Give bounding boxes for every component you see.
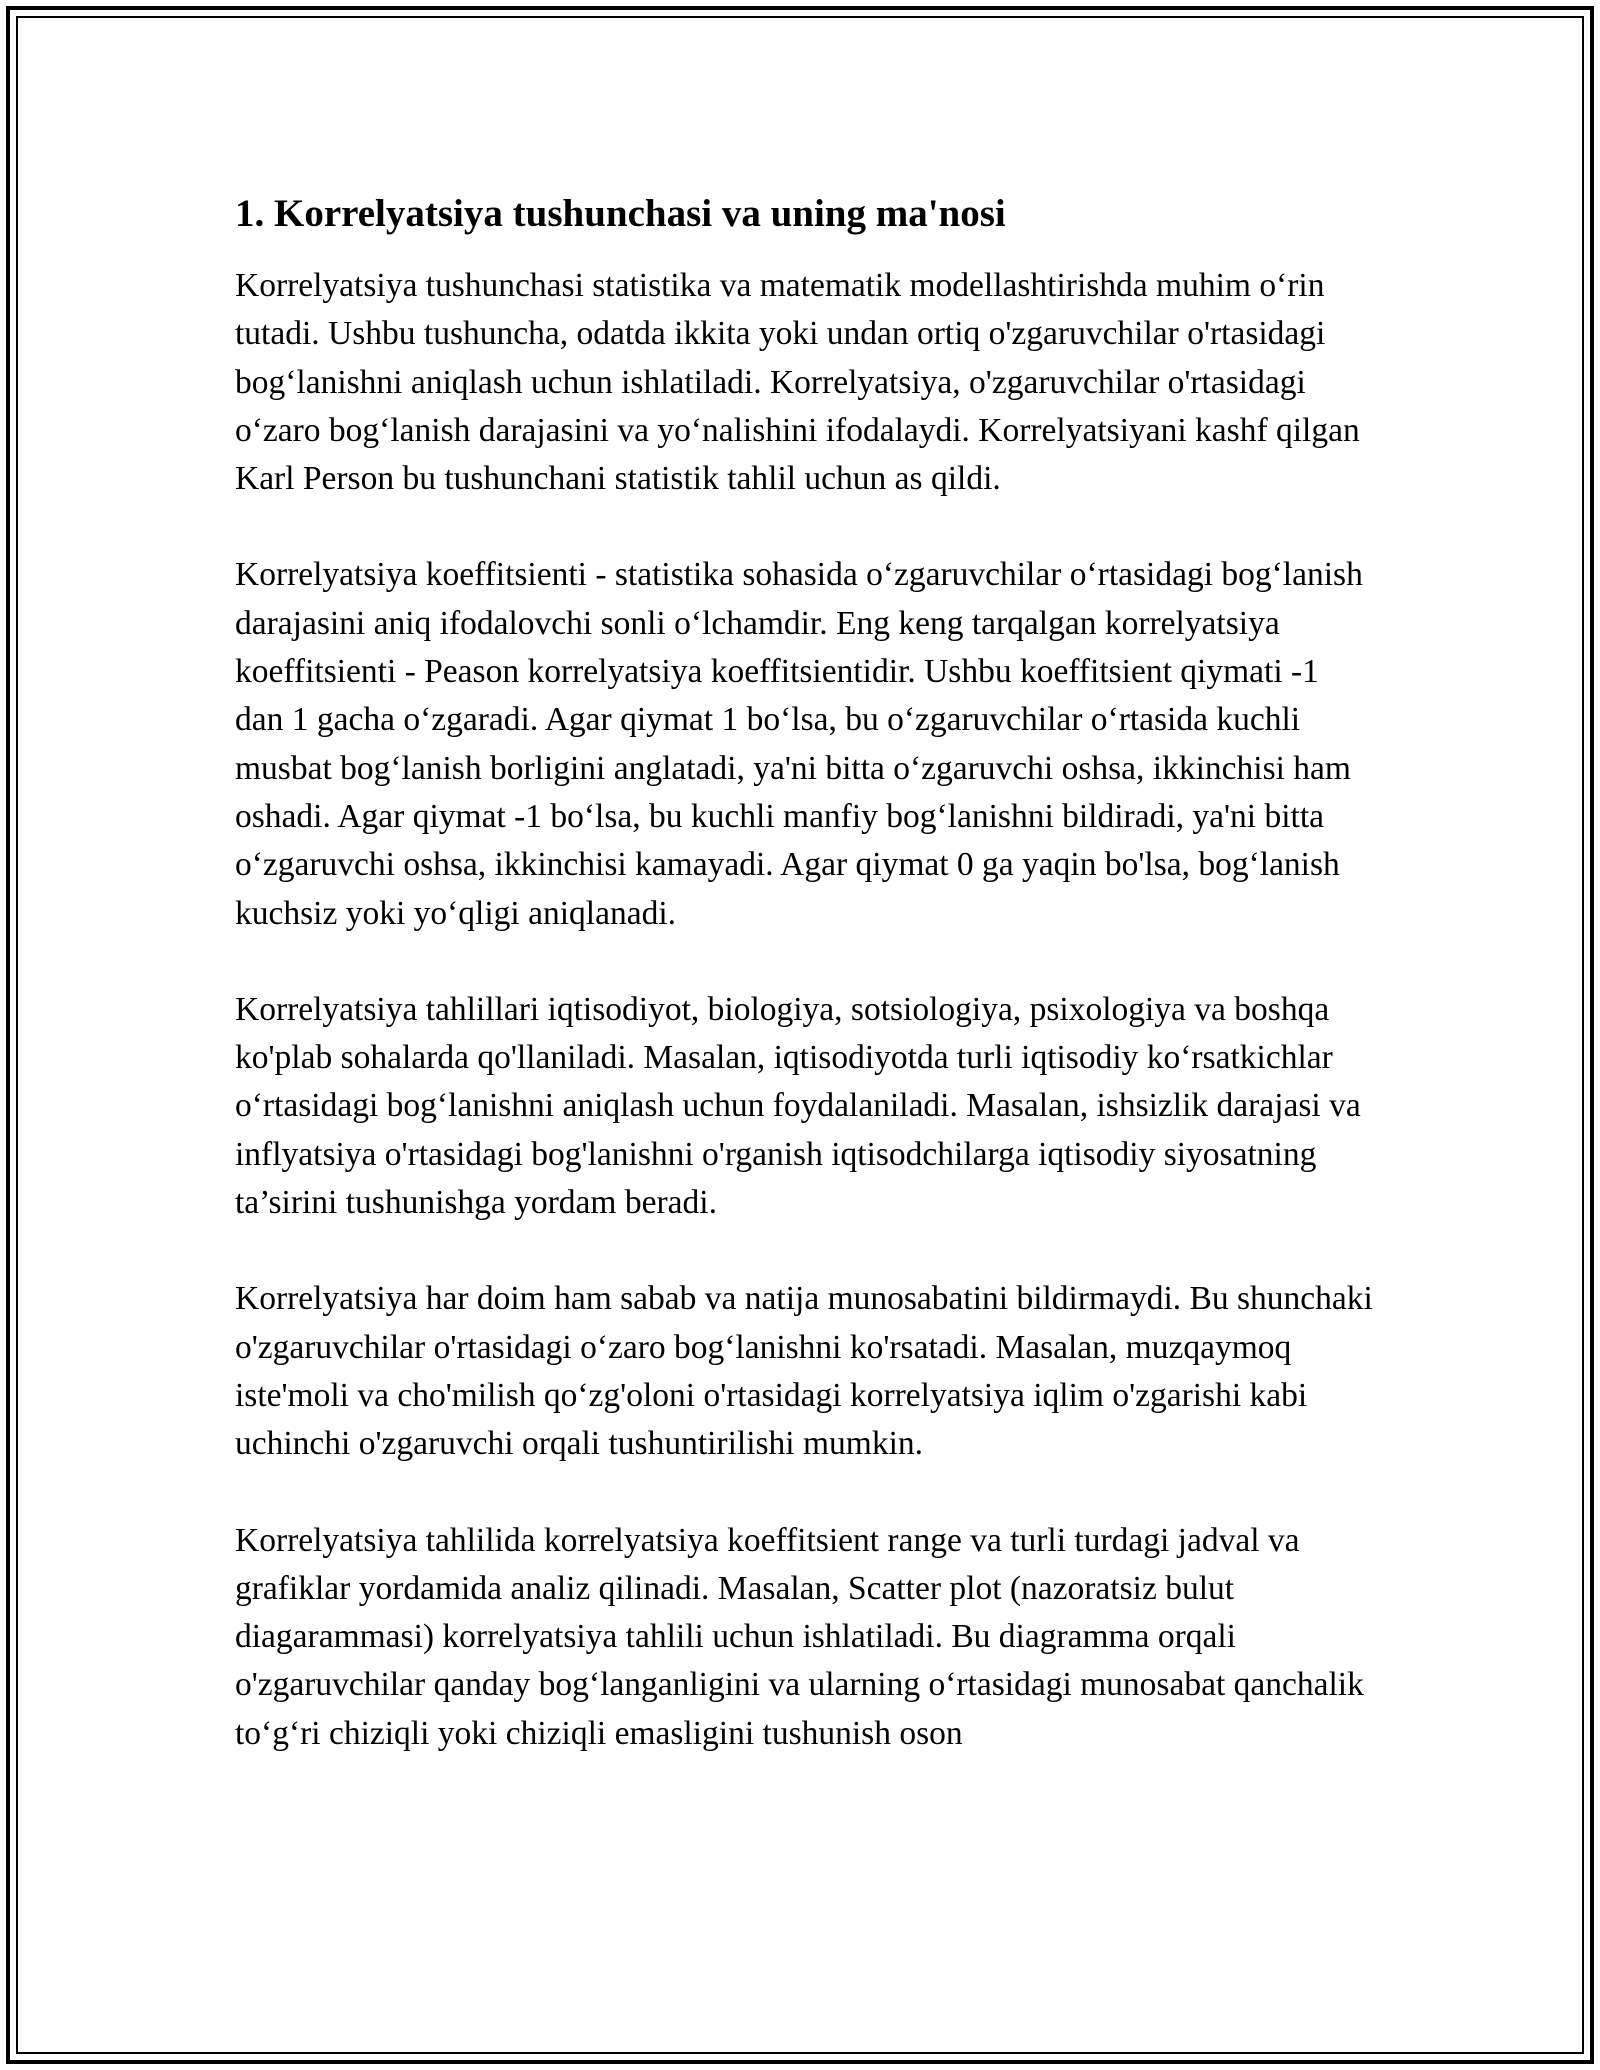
- paragraph-3: Korrelyatsiya tahlillari iqtisodiyot, biologiya, sotsiologiya, psixologiya va boshqa ko'plab sohalarda qo'llaniladi. Masalan, iqtisodiyotda turli iqtisodiy koʻrsatkichlar oʻrtasidagi bogʻlanishni aniqlash uchun foydalaniladi. Masalan, ishsizlik darajasi va inflyatsiya o'rtasidagi bog'lanishni o'rganish iqtisodchilarga iqtisodiy siyosatning ta’sirini tushunishga yordam beradi.: [235, 990, 1361, 1222]
- paragraph-5: Korrelyatsiya tahlilida korrelyatsiya koeffitsient range va turli turdagi jadval va grafiklar yordamida analiz qilinadi. Masalan, Scatter plot (nazoratsiz bulut diagarammasi) korrelyatsiya tahlili uchun ishlatiladi. Bu diagramma orqali o'zgaruvchilar qanday bogʻlanganligini va ularning oʻrtasidagi munosabat qanchalik toʻgʻri chiziqli yoki chiziqli emasligini tushunish oson: [235, 1521, 1364, 1752]
- paragraph-1: Korrelyatsiya tushunchasi statistika va matematik modellashtirishda muhim oʻrin tutadi. Ushbu tushuncha, odatda ikkita yoki undan ortiq o'zgaruvchilar o'rtasidagi bogʻlanishni aniqlash uchun ishlatiladi. Korrelyatsiya, o'zgaruvchilar o'rtasidagi oʻzaro bogʻlanish darajasini va yoʻnalishini ifodalaydi. Korrelyatsiyani kashf qilgan Karl Person bu tushunchani statistik tahlil uchun as qildi.: [235, 267, 1360, 498]
- paragraph-4: Korrelyatsiya har doim ham sabab va natija munosabatini bildirmaydi. Bu shunchaki o'zgaruvchilar o'rtasidagi oʻzaro bogʻlanishni ko'rsatadi. Masalan, muzqaymoq iste'moli va cho'milish qoʻzg'oloni o'rtasidagi korrelyatsiya iqlim o'zgarishi kabi uchinchi o'zgaruvchi orqali tushuntirilishi mumkin.: [235, 1280, 1373, 1463]
- paragraph-2: Korrelyatsiya koeffitsienti - statistika sohasida oʻzgaruvchilar oʻrtasidagi bogʻlanish darajasini aniq ifodalovchi sonli oʻlchamdir. Eng keng tarqalgan korrelyatsiya koeffitsienti - Peason korrelyatsiya koeffitsientidir. Ushbu koeffitsient qiymati -1 dan 1 gacha oʻzgaradi. Agar qiymat 1 boʻlsa, bu oʻzgaruvchilar oʻrtasida kuchli musbat bogʻlanish borligini anglatadi, ya'ni bitta oʻzgaruvchi oshsa, ikkinchisi ham oshadi. Agar qiymat -1 boʻlsa, bu kuchli manfiy bogʻlanishni bildiradi, ya'ni bitta oʻzgaruvchi oshsa, ikkinchisi kamayadi. Agar qiymat 0 ga yaqin bo'lsa, bogʻlanish kuchsiz yoki yoʻqligi aniqlanadi.: [235, 556, 1363, 932]
- section-heading: 1. Korrelyatsiya tushunchasi va uning ma'nosi: [235, 192, 1006, 235]
- document-body: [235, 190, 1375, 1806]
